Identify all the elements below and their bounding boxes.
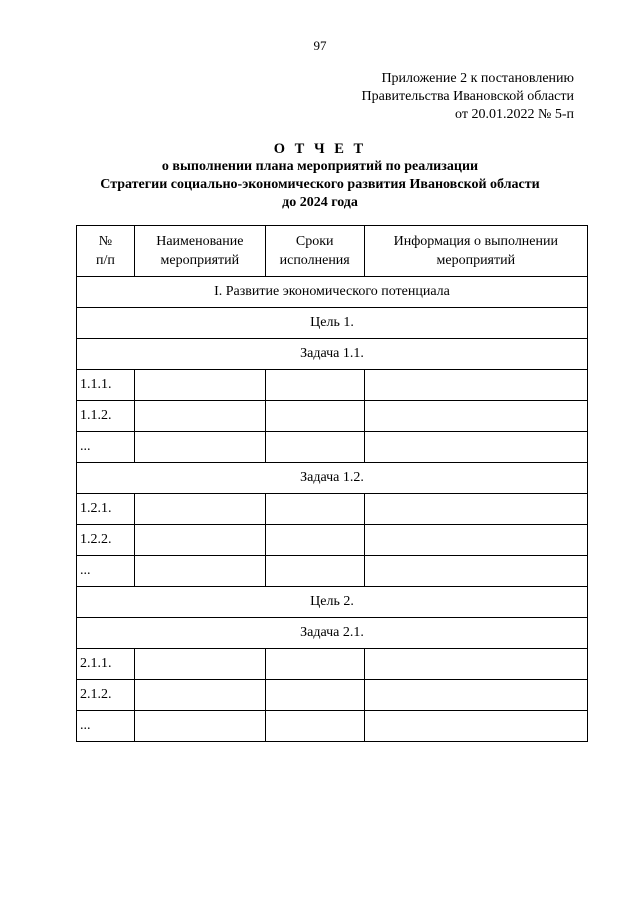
- cell-info: [364, 556, 587, 587]
- cell-info: [364, 432, 587, 463]
- row-number: 2.1.2.: [77, 680, 135, 711]
- cell-terms: [265, 494, 364, 525]
- goal-row: [77, 587, 588, 618]
- page-number: 97: [313, 38, 327, 53]
- task-title: Задача 1.2.: [77, 463, 588, 494]
- row-number: 2.1.1.: [77, 649, 135, 680]
- goal-title: Цель 2.: [77, 587, 588, 618]
- cell-name: [134, 370, 265, 401]
- cell-info: [364, 711, 587, 742]
- table-row: [77, 432, 588, 463]
- report-title-line-3: Стратегии социально-экономического развития Ивановской области: [100, 177, 540, 192]
- task-title: Задача 2.1.: [77, 618, 588, 649]
- table-row: [77, 649, 588, 680]
- report-title: [0, 140, 640, 212]
- row-number: 1.2.1.: [77, 494, 135, 525]
- cell-terms: [265, 401, 364, 432]
- cell-terms: [265, 556, 364, 587]
- goal-row: [77, 308, 588, 339]
- cell-info: [364, 680, 587, 711]
- cell-name: [134, 556, 265, 587]
- header-terms: Сроки исполнения: [265, 226, 364, 277]
- section-row: [77, 277, 588, 308]
- table-header-row: [77, 226, 588, 277]
- task-row: [77, 618, 588, 649]
- task-title: Задача 1.1.: [77, 339, 588, 370]
- row-number: ...: [77, 711, 135, 742]
- report-table: [76, 225, 588, 742]
- row-number: ...: [77, 556, 135, 587]
- section-title: I. Развитие экономического потенциала: [77, 277, 588, 308]
- cell-info: [364, 525, 587, 556]
- task-row: [77, 339, 588, 370]
- row-number: 1.1.1.: [77, 370, 135, 401]
- cell-terms: [265, 525, 364, 556]
- report-title-line-1: О Т Ч Е Т: [273, 141, 367, 157]
- report-title-line-2: о выполнении плана мероприятий по реализации: [161, 159, 479, 174]
- cell-name: [134, 432, 265, 463]
- report-title-line-4: до 2024 года: [282, 195, 358, 210]
- cell-terms: [265, 711, 364, 742]
- cell-terms: [265, 680, 364, 711]
- row-number: ...: [77, 432, 135, 463]
- header-number: № п/п: [77, 226, 135, 277]
- cell-terms: [265, 432, 364, 463]
- cell-name: [134, 711, 265, 742]
- goal-title: Цель 1.: [77, 308, 588, 339]
- table-row: [77, 680, 588, 711]
- appendix-line-1: Приложение 2 к постановлению: [381, 71, 574, 86]
- cell-name: [134, 649, 265, 680]
- task-row: [77, 463, 588, 494]
- table-row: [77, 711, 588, 742]
- row-number: 1.1.2.: [77, 401, 135, 432]
- appendix-line-3: от 20.01.2022 № 5-п: [455, 107, 574, 122]
- cell-terms: [265, 370, 364, 401]
- appendix-line-2: Правительства Ивановской области: [361, 89, 574, 104]
- cell-info: [364, 370, 587, 401]
- cell-name: [134, 525, 265, 556]
- table-row: [77, 401, 588, 432]
- cell-terms: [265, 649, 364, 680]
- cell-info: [364, 401, 587, 432]
- appendix-note: [362, 70, 574, 124]
- table-row: [77, 525, 588, 556]
- cell-info: [364, 649, 587, 680]
- cell-name: [134, 401, 265, 432]
- cell-name: [134, 680, 265, 711]
- table-row: [77, 370, 588, 401]
- table-row: [77, 556, 588, 587]
- cell-name: [134, 494, 265, 525]
- header-name: Наименование мероприятий: [134, 226, 265, 277]
- row-number: 1.2.2.: [77, 525, 135, 556]
- header-info: Информация о выполнении мероприятий: [364, 226, 587, 277]
- table-row: [77, 494, 588, 525]
- cell-info: [364, 494, 587, 525]
